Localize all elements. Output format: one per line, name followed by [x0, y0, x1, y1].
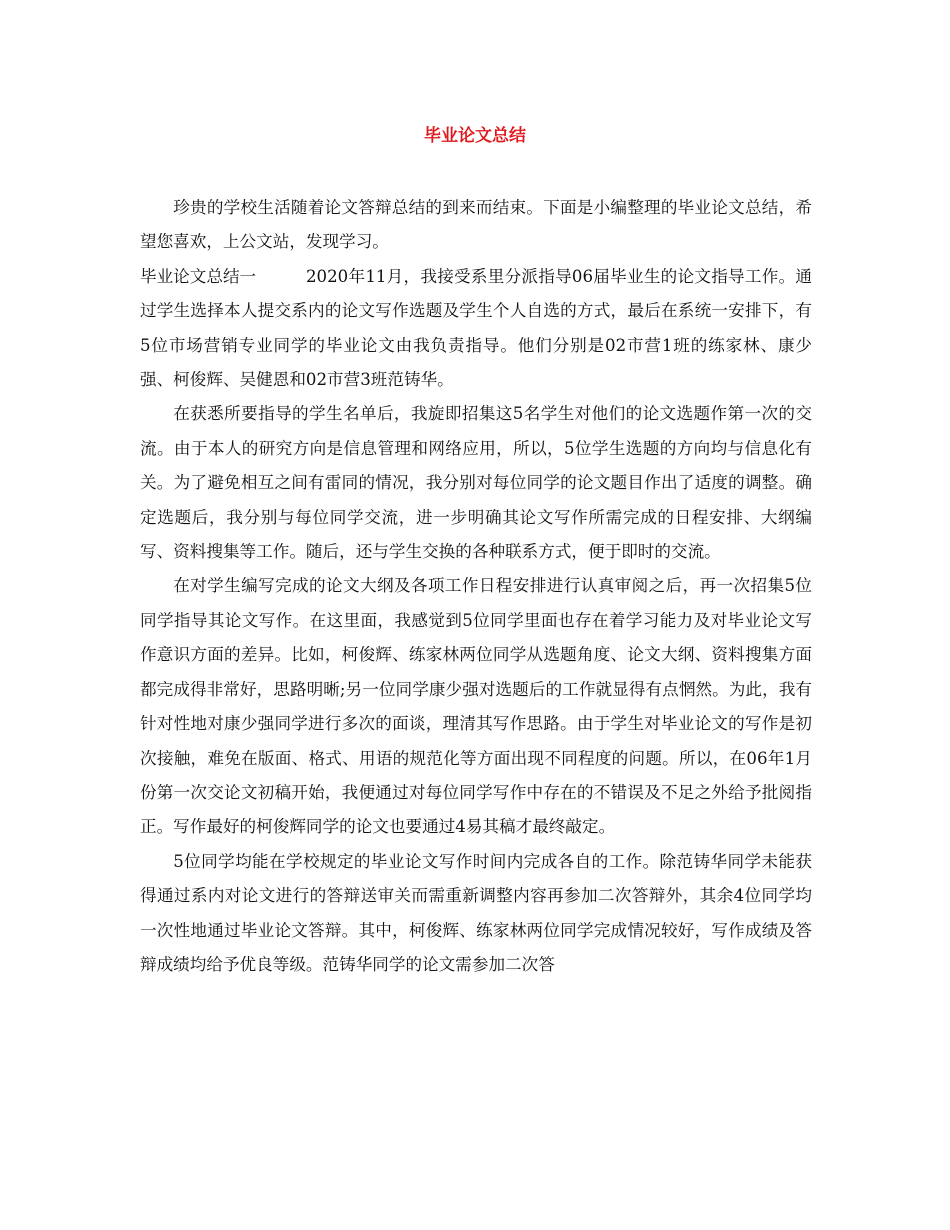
body-paragraph-2: 在对学生编写完成的论文大纲及各项工作日程安排进行认真审阅之后，再一次招集5位同学指导其论文写作。在这里面，我感觉到5位同学里面也存在着学习能力及对毕业论文写作意识方面的差异。比如，柯俊辉、练家林两位同学从选题角度、论文大纲、资料搜集方面都完成得非常好，思路明晰;另一位同学康少强对选题后的工作就显得有点惘然。为此，我有针对性地对康少强同学进行多次的面谈，理清其写作思路。由于学生对毕业论文的写作是初次接触，难免在版面、格式、用语的规范化等方面出现不同程度的问题。所以，在06年1月份第一次交论文初稿开始，我便通过对每位同学写作中存在的不错误及不足之外给予批阅指正。写作最好的柯俊辉同学的论文也要通过4易其稿才最终敲定。	[140, 576, 812, 837]
body-paragraph-1: 在获悉所要指导的学生名单后，我旋即招集这5名学生对他们的论文选题作第一次的交流。由于本人的研究方向是信息管理和网络应用，所以，5位学生选题的方向均与信息化有关。为了避免相互之间有雷同的情况，我分别对每位同学的论文题目作出了适度的调整。确定选题后，我分别与每位同学交流，进一步明确其论文写作所需完成的日程安排、大纲编写、资料搜集等工作。随后，还与学生交换的各种联系方式，便于即时的交流。	[140, 404, 812, 562]
section-one-paragraph	[140, 260, 812, 398]
section-label: 毕业论文总结一	[140, 266, 257, 286]
document-body	[140, 191, 812, 982]
section-one-text: 2020年11月，我接受系里分派指导06届毕业生的论文指导工作。通过学生选择本人提交系内的论文写作选题及学生个人自选的方式，最后在系统一安排下，有5位市场营销专业同学的毕业论文由我负责指导。他们分别是02市营1班的练家林、康少强、柯俊辉、吴健恩和02市营3班范铸华。	[140, 266, 812, 390]
intro-paragraph: 珍贵的学校生活随着论文答辩总结的到来而结束。下面是小编整理的毕业论文总结，希望您喜欢，上公文站，发现学习。	[140, 198, 812, 252]
document-title: 毕业论文总结	[424, 126, 526, 146]
body-paragraph-3: 5位同学均能在学校规定的毕业论文写作时间内完成各自的工作。除范铸华同学未能获得通过系内对论文进行的答辩送审关而需重新调整内容再参加二次答辩外，其余4位同学均一次性地通过毕业论文答辩。其中，柯俊辉、练家林两位同学完成情况较好，写作成绩及答辩成绩均给予优良等级。范铸华同学的论文需参加二次答	[140, 851, 812, 974]
